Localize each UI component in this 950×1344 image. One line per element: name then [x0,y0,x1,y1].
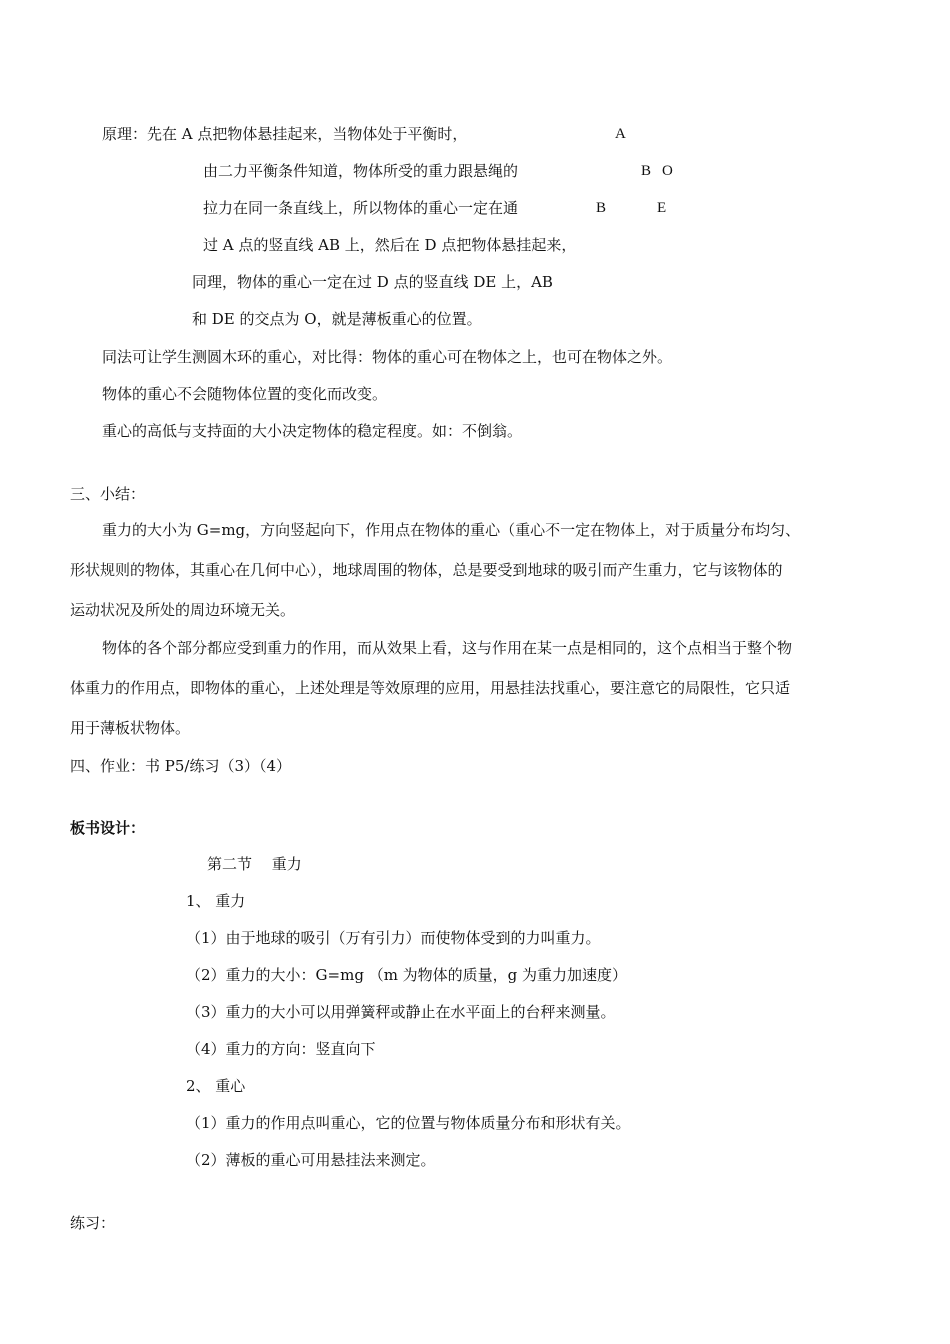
principle-line-3: 拉力在同一条直线上，所以物体的重心一定在通 [203,199,519,217]
principle-line-5: 同理，物体的重心一定在过 D 点的竖直线 DE 上，AB [192,273,553,291]
summary-para1-line-1: 重力的大小为 G=mg，方向竖起向下，作用点在物体的重心（重心不一定在物体上，对于质量分布均匀、 [102,521,801,539]
board-s1-item-3: （3）重力的大小可以用弹簧秤或静止在水平面上的台秤来测量。 [186,1003,616,1021]
board-s2-item-1: （1）重力的作用点叫重心，它的位置与物体质量分布和形状有关。 [186,1114,631,1132]
note-2: 物体的重心不会随物体位置的变化而改变。 [102,385,388,403]
board-s1-item-1: （1）由于地球的吸引（万有引力）而使物体受到的力叫重力。 [186,929,601,947]
principle-line-1: 原理：先在 A 点把物体悬挂起来，当物体处于平衡时， [102,125,468,143]
homework: 四、作业：书 P5/练习（3）（4） [70,757,292,775]
board-s2-item-2: （2）薄板的重心可用悬挂法来测定。 [186,1151,436,1169]
principle-line-4: 过 A 点的竖直线 AB 上，然后在 D 点把物体悬挂起来， [203,236,577,254]
summary-para2-line-3: 用于薄板状物体。 [70,719,191,737]
summary-para1-line-3: 运动状况及所处的周边环境无关。 [70,601,296,619]
board-title: 第二节 重力 [207,855,302,873]
note-1: 同法可让学生测圆木环的重心，对比得：物体的重心可在物体之上，也可在物体之外。 [102,348,673,366]
principle-line-2: 由二力平衡条件知道，物体所受的重力跟悬绳的 [203,162,519,180]
figure-label-a: A [615,126,626,142]
board-s1-item-4: （4）重力的方向：竖直向下 [186,1040,376,1058]
board-heading: 板书设计： [70,819,146,837]
figure-label-b-top: B [641,163,652,179]
figure-label-o: O [662,163,673,179]
board-s1-item-2: （2）重力的大小：G=mg （m 为物体的质量，g 为重力加速度） [186,966,628,984]
summary-heading: 三、小结： [70,485,146,503]
figure-label-e: E [657,200,667,216]
board-section-2: 2、 重心 [186,1077,246,1095]
summary-para2-line-1: 物体的各个部分都应受到重力的作用，而从效果上看，这与作用在某一点是相同的，这个点相当于整个物 [102,639,793,657]
summary-para2-line-2: 体重力的作用点，即物体的重心，上述处理是等效原理的应用，用悬挂法找重心，要注意它的局限性，它只适 [70,679,791,697]
practice-heading: 练习： [70,1214,116,1232]
principle-line-6: 和 DE 的交点为 O，就是薄板重心的位置。 [192,310,482,328]
board-section-1: 1、 重力 [186,892,246,910]
summary-para1-line-2: 形状规则的物体，其重心在几何中心），地球周围的物体，总是要受到地球的吸引而产生重力，它与该物体的 [70,561,783,579]
figure-label-b: B [596,200,607,216]
note-3: 重心的高低与支持面的大小决定物体的稳定程度。如：不倒翁。 [102,422,523,440]
